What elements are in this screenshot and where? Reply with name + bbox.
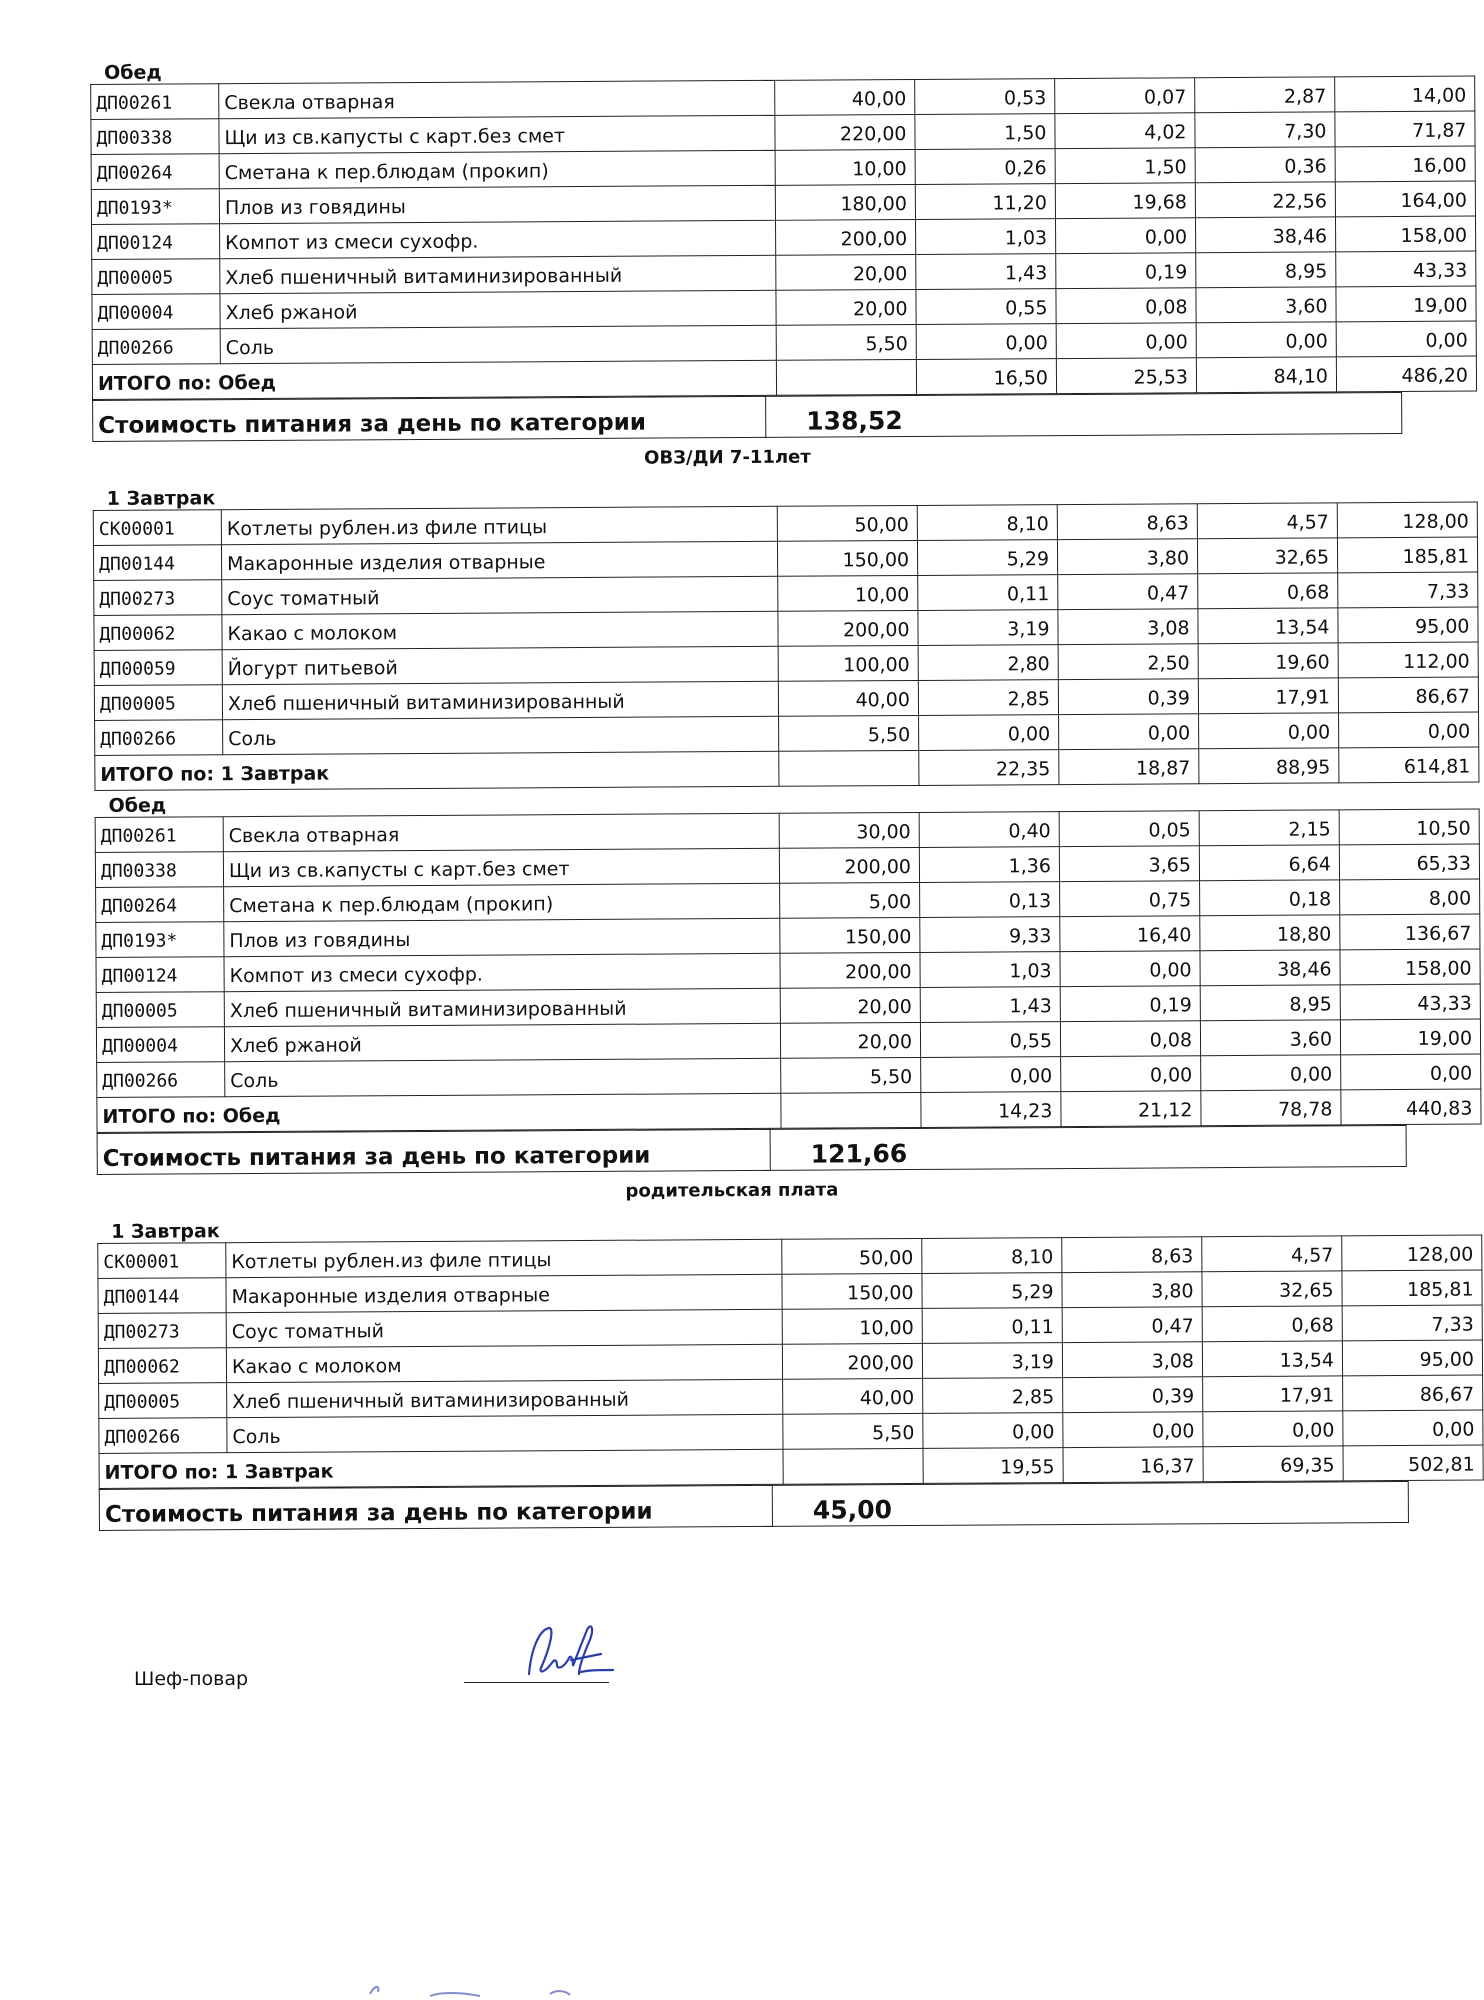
carbohydrates: 0,00 — [1199, 713, 1339, 749]
menu-section — [94, 783, 1473, 1175]
carbohydrates: 32,65 — [1202, 1271, 1342, 1307]
total-fats: 25,53 — [1056, 358, 1196, 394]
total-energy: 440,83 — [1341, 1089, 1481, 1125]
total-energy: 486,20 — [1336, 356, 1476, 392]
fats: 0,00 — [1059, 714, 1199, 750]
proteins: 0,40 — [919, 812, 1059, 848]
dish-name: Хлеб пшеничный витаминизированный — [220, 255, 776, 293]
fats: 0,39 — [1063, 1377, 1203, 1413]
dish-code: ДП00338 — [95, 852, 223, 888]
portion-weight: 200,00 — [779, 847, 919, 883]
proteins: 11,20 — [915, 184, 1055, 220]
chef-label: Шеф-повар — [134, 1668, 249, 1690]
portion-weight: 200,00 — [776, 219, 916, 255]
daily-cost-row — [99, 1481, 1408, 1530]
portion-weight: 100,00 — [778, 645, 918, 681]
portion-weight: 20,00 — [776, 289, 916, 325]
proteins: 8,10 — [922, 1238, 1062, 1274]
fats: 0,75 — [1060, 881, 1200, 917]
portion-weight: 150,00 — [782, 1273, 922, 1309]
dish-code: ДП00273 — [94, 580, 222, 616]
proteins: 2,85 — [918, 680, 1058, 716]
carbohydrates: 13,54 — [1198, 608, 1338, 644]
carbohydrates: 6,64 — [1199, 845, 1339, 881]
portion-weight: 200,00 — [778, 610, 918, 646]
proteins: 3,19 — [922, 1343, 1062, 1379]
carbohydrates: 0,00 — [1196, 322, 1336, 358]
signature-line — [464, 1682, 609, 1683]
total-weight-empty — [783, 1448, 923, 1484]
carbohydrates: 8,95 — [1200, 985, 1340, 1021]
carbohydrates: 7,30 — [1195, 112, 1335, 148]
carbohydrates: 2,15 — [1199, 810, 1339, 846]
proteins: 0,11 — [922, 1308, 1062, 1344]
proteins: 1,03 — [920, 952, 1060, 988]
carbohydrates: 17,91 — [1198, 678, 1338, 714]
proteins: 0,13 — [920, 882, 1060, 918]
fats: 19,68 — [1055, 183, 1195, 219]
dish-code: ДП0193* — [96, 922, 224, 958]
daily-cost-row — [93, 392, 1402, 441]
portion-weight: 150,00 — [780, 917, 920, 953]
energy-value: 128,00 — [1342, 1235, 1482, 1271]
fats: 0,05 — [1059, 811, 1199, 847]
meal-header: 1 Завтрак — [106, 487, 216, 510]
fats: 0,07 — [1055, 78, 1195, 114]
dish-name: Сметана к пер.блюдам (прокип) — [219, 150, 775, 188]
dish-code: ДП00062 — [98, 1348, 226, 1384]
proteins: 9,33 — [920, 917, 1060, 953]
dish-code: ДП00261 — [95, 817, 223, 853]
fats: 4,02 — [1055, 113, 1195, 149]
dish-code: СК00001 — [98, 1243, 226, 1279]
dish-code: ДП00005 — [96, 992, 224, 1028]
carbohydrates: 18,80 — [1200, 915, 1340, 951]
carbohydrates: 0,00 — [1201, 1055, 1341, 1091]
total-weight-empty — [776, 359, 916, 395]
total-energy: 502,81 — [1343, 1445, 1483, 1481]
energy-value: 7,33 — [1342, 1305, 1482, 1341]
carbohydrates: 8,95 — [1196, 252, 1336, 288]
dish-name: Макаронные изделия отварные — [221, 541, 777, 579]
dish-name: Хлеб ржаной — [220, 290, 776, 328]
proteins: 0,53 — [915, 79, 1055, 115]
dish-code: ДП00338 — [91, 119, 219, 155]
portion-weight: 50,00 — [782, 1238, 922, 1274]
carbohydrates: 19,60 — [1198, 643, 1338, 679]
carbohydrates: 0,18 — [1200, 880, 1340, 916]
portion-weight: 20,00 — [780, 987, 920, 1023]
energy-value: 0,00 — [1339, 712, 1479, 748]
dish-code: ДП00266 — [95, 720, 223, 756]
portion-weight: 150,00 — [777, 540, 917, 576]
dish-name: Компот из смеси сухофр. — [224, 953, 780, 991]
dish-code: ДП00059 — [94, 650, 222, 686]
total-label: ИТОГО по: Обед — [92, 360, 776, 399]
proteins: 0,00 — [923, 1413, 1063, 1449]
fats: 16,40 — [1060, 916, 1200, 952]
dish-code: ДП00266 — [97, 1062, 225, 1098]
portion-weight: 10,00 — [778, 575, 918, 611]
energy-value: 0,00 — [1336, 321, 1476, 357]
fats: 3,80 — [1057, 539, 1197, 575]
daily-cost-row — [97, 1125, 1406, 1174]
dish-code: ДП00124 — [96, 957, 224, 993]
category-title: ОВЗ/ДИ 7-11лет — [644, 446, 811, 469]
meal-header: 1 Завтрак — [111, 1220, 220, 1243]
dish-code: ДП00005 — [92, 259, 220, 295]
fats: 0,08 — [1056, 288, 1196, 324]
dish-code: ДП00264 — [91, 154, 219, 190]
fats: 8,63 — [1062, 1237, 1202, 1273]
dish-code: ДП0193* — [91, 189, 219, 225]
carbohydrates: 38,46 — [1200, 950, 1340, 986]
portion-weight: 20,00 — [780, 1022, 920, 1058]
dish-name: Котлеты рублен.из филе птицы — [226, 1239, 782, 1277]
dish-code: ДП00062 — [94, 615, 222, 651]
proteins: 1,03 — [916, 219, 1056, 255]
dish-name: Соус томатный — [226, 1309, 782, 1347]
energy-value: 86,67 — [1343, 1375, 1483, 1411]
dish-code: ДП00004 — [96, 1027, 224, 1063]
proteins: 5,29 — [917, 540, 1057, 576]
energy-value: 7,33 — [1338, 572, 1478, 608]
carbohydrates: 0,68 — [1198, 573, 1338, 609]
fats: 0,08 — [1060, 1021, 1200, 1057]
carbohydrates: 0,36 — [1195, 147, 1335, 183]
carbohydrates: 38,46 — [1195, 217, 1335, 253]
portion-weight: 5,50 — [781, 1057, 921, 1093]
energy-value: 43,33 — [1336, 251, 1476, 287]
carbohydrates: 0,68 — [1202, 1306, 1342, 1342]
fats: 0,19 — [1060, 986, 1200, 1022]
total-fats: 16,37 — [1063, 1447, 1203, 1483]
dish-code: ДП00144 — [98, 1278, 226, 1314]
dish-name: Свекла отварная — [223, 813, 779, 851]
dish-name: Йогурт питьевой — [222, 646, 778, 684]
portion-weight: 200,00 — [782, 1343, 922, 1379]
dish-code: ДП00266 — [92, 329, 220, 365]
total-carbohydrates: 84,10 — [1196, 357, 1336, 393]
dish-name: Соль — [220, 325, 776, 363]
daily-cost-label: Стоимость питания за день по категории — [93, 396, 766, 441]
fats: 0,47 — [1058, 574, 1198, 610]
fats: 3,08 — [1058, 609, 1198, 645]
energy-value: 19,00 — [1336, 286, 1476, 322]
dish-name: Щи из св.капусты с карт.без смет — [219, 115, 775, 153]
dish-code: ДП00005 — [99, 1383, 227, 1419]
dish-name: Соль — [223, 716, 779, 754]
total-fats: 21,12 — [1061, 1091, 1201, 1127]
dish-name: Плов из говядины — [224, 918, 780, 956]
energy-value: 86,67 — [1338, 677, 1478, 713]
dish-code: ДП00273 — [98, 1313, 226, 1349]
menu-sheet — [90, 50, 1475, 1531]
total-label: ИТОГО по: 1 Завтрак — [99, 1449, 783, 1488]
carbohydrates: 3,60 — [1196, 287, 1336, 323]
portion-weight: 200,00 — [780, 952, 920, 988]
fats: 1,50 — [1055, 148, 1195, 184]
proteins: 1,43 — [916, 254, 1056, 290]
fats: 0,00 — [1060, 951, 1200, 987]
energy-value: 0,00 — [1343, 1410, 1483, 1446]
dish-name: Соус томатный — [222, 576, 778, 614]
dish-code: ДП00005 — [94, 685, 222, 721]
energy-value: 8,00 — [1340, 879, 1480, 915]
portion-weight: 5,50 — [779, 715, 919, 751]
fats: 3,80 — [1062, 1272, 1202, 1308]
fats: 0,00 — [1055, 218, 1195, 254]
fats: 0,00 — [1061, 1056, 1201, 1092]
energy-value: 14,00 — [1335, 76, 1475, 112]
carbohydrates: 32,65 — [1197, 538, 1337, 574]
menu-section — [97, 1167, 1475, 1531]
portion-weight: 5,00 — [780, 882, 920, 918]
carbohydrates: 2,87 — [1195, 77, 1335, 113]
fats: 3,65 — [1059, 846, 1199, 882]
fats: 0,39 — [1058, 679, 1198, 715]
carbohydrates: 4,57 — [1202, 1236, 1342, 1272]
energy-value: 65,33 — [1339, 844, 1479, 880]
menu-section — [90, 50, 1469, 442]
total-label: ИТОГО по: 1 Завтрак — [95, 751, 779, 790]
fats: 2,50 — [1058, 644, 1198, 680]
portion-weight: 10,00 — [782, 1308, 922, 1344]
total-weight-empty — [781, 1092, 921, 1128]
dish-name: Щи из св.капусты с карт.без смет — [223, 848, 779, 886]
portion-weight: 220,00 — [775, 114, 915, 150]
dish-code: ДП00124 — [92, 224, 220, 260]
proteins: 1,36 — [919, 847, 1059, 883]
portion-weight: 40,00 — [778, 680, 918, 716]
proteins: 0,55 — [920, 1022, 1060, 1058]
dish-name: Сметана к пер.блюдам (прокип) — [224, 883, 780, 921]
energy-value: 71,87 — [1335, 111, 1475, 147]
energy-value: 43,33 — [1340, 984, 1480, 1020]
proteins: 1,50 — [915, 114, 1055, 150]
signature-scribble — [509, 1620, 619, 1682]
carbohydrates: 4,57 — [1197, 503, 1337, 539]
portion-weight: 30,00 — [779, 812, 919, 848]
portion-weight: 5,50 — [783, 1413, 923, 1449]
fats: 0,00 — [1063, 1412, 1203, 1448]
signature-block — [134, 1660, 734, 1720]
energy-value: 185,81 — [1342, 1270, 1482, 1306]
total-proteins: 19,55 — [923, 1448, 1063, 1484]
total-proteins: 16,50 — [916, 359, 1056, 395]
dish-name: Хлеб пшеничный витаминизированный — [224, 988, 780, 1026]
scan-artifact — [350, 1980, 650, 2000]
total-fats: 18,87 — [1059, 749, 1199, 785]
energy-value: 158,00 — [1340, 949, 1480, 985]
meal-header: Обед — [108, 794, 167, 817]
total-weight-empty — [779, 750, 919, 786]
carbohydrates: 22,56 — [1195, 182, 1335, 218]
dish-code: ДП00261 — [91, 84, 219, 120]
portion-weight: 50,00 — [777, 505, 917, 541]
energy-value: 112,00 — [1338, 642, 1478, 678]
energy-value: 16,00 — [1335, 146, 1475, 182]
dish-name: Хлеб пшеничный витаминизированный — [222, 681, 778, 719]
fats: 8,63 — [1057, 504, 1197, 540]
menu-table — [93, 502, 1480, 791]
menu-table — [97, 1235, 1483, 1489]
daily-cost-value: 121,66 — [770, 1125, 1406, 1170]
energy-value: 10,50 — [1339, 809, 1479, 845]
dish-name: Какао с молоком — [226, 1344, 782, 1382]
energy-value: 128,00 — [1337, 502, 1477, 538]
fats: 3,08 — [1062, 1342, 1202, 1378]
proteins: 0,00 — [921, 1057, 1061, 1093]
proteins: 0,00 — [919, 715, 1059, 751]
proteins: 0,55 — [916, 289, 1056, 325]
portion-weight: 5,50 — [776, 324, 916, 360]
menu-section — [92, 434, 1471, 791]
proteins: 8,10 — [917, 505, 1057, 541]
dish-name: Какао с молоком — [222, 611, 778, 649]
proteins: 3,19 — [918, 610, 1058, 646]
meal-header: Обед — [104, 61, 162, 84]
menu-table — [90, 76, 1477, 400]
fats: 0,19 — [1056, 253, 1196, 289]
energy-value: 185,81 — [1337, 537, 1477, 573]
dish-code: ДП00264 — [96, 887, 224, 923]
total-proteins: 22,35 — [919, 750, 1059, 786]
portion-weight: 20,00 — [776, 254, 916, 290]
proteins: 1,43 — [920, 987, 1060, 1023]
total-carbohydrates: 69,35 — [1203, 1446, 1343, 1482]
energy-value: 164,00 — [1335, 181, 1475, 217]
daily-cost-label: Стоимость питания за день по категории — [97, 1129, 770, 1174]
energy-value: 158,00 — [1335, 216, 1475, 252]
dish-code: ДП00266 — [99, 1418, 227, 1454]
dish-code: ДП00144 — [93, 545, 221, 581]
proteins: 0,26 — [915, 149, 1055, 185]
dish-name: Компот из смеси сухофр. — [220, 220, 776, 258]
daily-cost-table — [99, 1481, 1409, 1531]
dish-name: Макаронные изделия отварные — [226, 1274, 782, 1312]
dish-name: Котлеты рублен.из филе птицы — [221, 506, 777, 544]
total-energy: 614,81 — [1339, 747, 1479, 783]
energy-value: 95,00 — [1338, 607, 1478, 643]
total-carbohydrates: 88,95 — [1199, 748, 1339, 784]
total-proteins: 14,23 — [921, 1092, 1061, 1128]
proteins: 0,11 — [918, 575, 1058, 611]
energy-value: 0,00 — [1341, 1054, 1481, 1090]
proteins: 2,80 — [918, 645, 1058, 681]
portion-weight: 180,00 — [775, 184, 915, 220]
dish-code: ДП00004 — [92, 294, 220, 330]
carbohydrates: 17,91 — [1203, 1376, 1343, 1412]
dish-name: Плов из говядины — [219, 185, 775, 223]
category-title: родительская плата — [625, 1179, 839, 1202]
daily-cost-value: 138,52 — [766, 392, 1402, 437]
proteins: 5,29 — [922, 1273, 1062, 1309]
dish-name: Соль — [225, 1058, 781, 1096]
carbohydrates: 13,54 — [1202, 1341, 1342, 1377]
daily-cost-label: Стоимость питания за день по категории — [99, 1485, 772, 1530]
carbohydrates: 3,60 — [1200, 1020, 1340, 1056]
total-label: ИТОГО по: Обед — [97, 1093, 781, 1132]
dish-name: Свекла отварная — [219, 80, 775, 118]
carbohydrates: 0,00 — [1203, 1411, 1343, 1447]
energy-value: 19,00 — [1340, 1019, 1480, 1055]
menu-table — [95, 809, 1482, 1133]
portion-weight: 40,00 — [775, 79, 915, 115]
portion-weight: 40,00 — [783, 1378, 923, 1414]
dish-code: СК00001 — [93, 510, 221, 546]
dish-name: Хлеб ржаной — [224, 1023, 780, 1061]
dish-name: Хлеб пшеничный витаминизированный — [227, 1379, 783, 1417]
fats: 0,47 — [1062, 1307, 1202, 1343]
fats: 0,00 — [1056, 323, 1196, 359]
daily-cost-value: 45,00 — [772, 1481, 1408, 1526]
energy-value: 95,00 — [1342, 1340, 1482, 1376]
energy-value: 136,67 — [1340, 914, 1480, 950]
dish-name: Соль — [227, 1414, 783, 1452]
proteins: 2,85 — [923, 1378, 1063, 1414]
portion-weight: 10,00 — [775, 149, 915, 185]
total-carbohydrates: 78,78 — [1201, 1090, 1341, 1126]
proteins: 0,00 — [916, 324, 1056, 360]
